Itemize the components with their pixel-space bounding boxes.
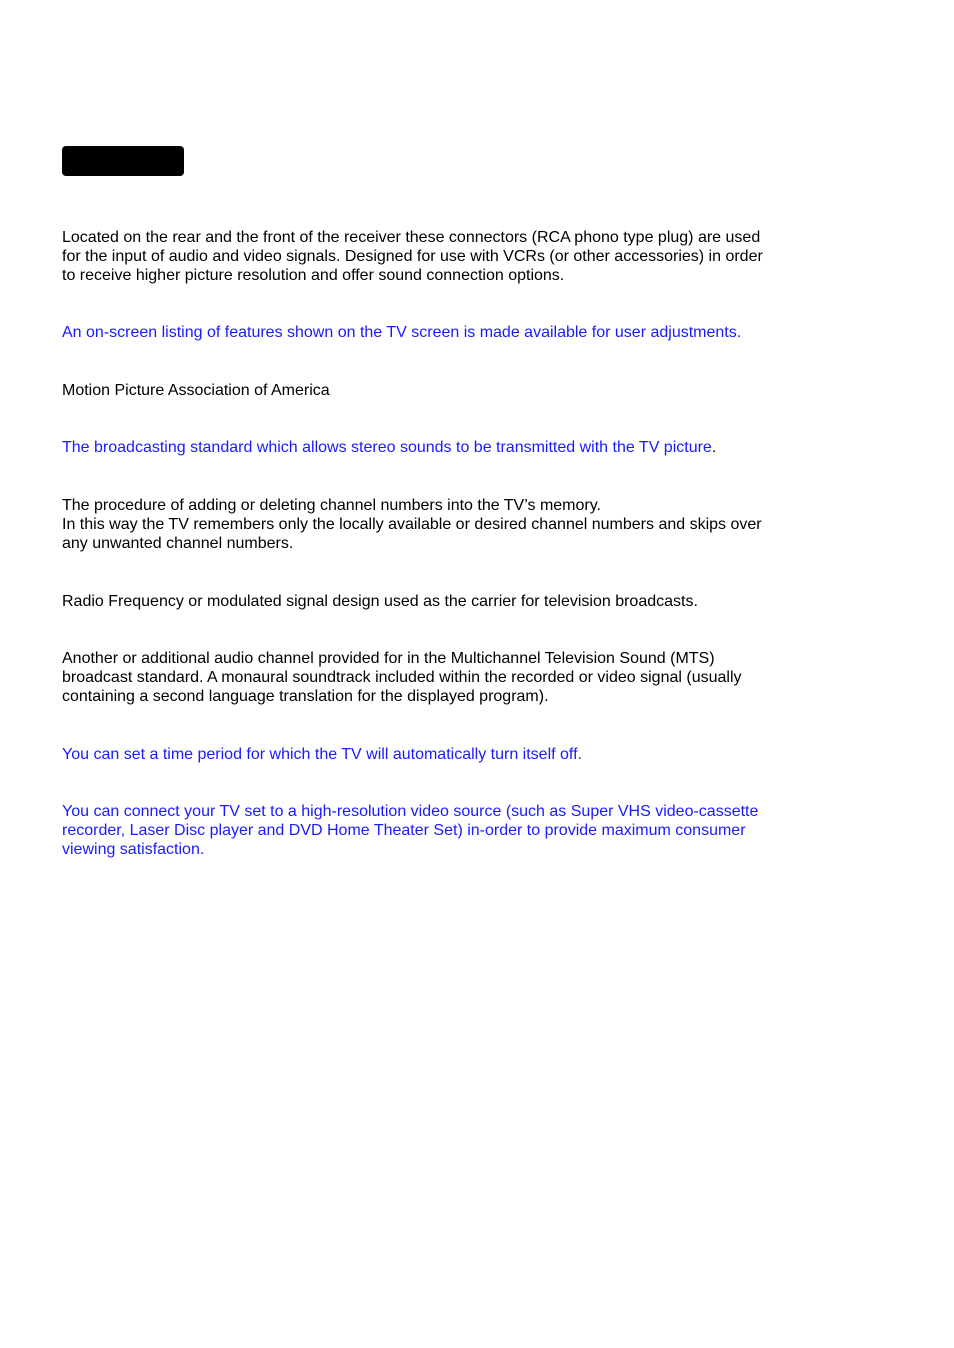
definition-line: You can connect your TV set to a high-resolution video source (such as Super VHS video-cassette	[62, 803, 759, 820]
definition-line: Motion Picture Association of America	[62, 382, 330, 399]
definition-s-video	[62, 802, 792, 859]
definition-channel-programming	[62, 496, 792, 553]
definition-line: to receive higher picture resolution and offer sound connection options.	[62, 267, 565, 284]
definition-line: In this way the TV remembers only the locally available or desired channel numbers and skips over	[62, 516, 762, 533]
definition-line: broadcast standard. A monaural soundtrack included within the recorded or video signal (usually	[62, 669, 742, 686]
definition-line: for the input of audio and video signals. Designed for use with VCRs (or other accessories) in order	[62, 248, 763, 265]
definition-line: recorder, Laser Disc player and DVD Home Theater Set) in-order to provide maximum consumer	[62, 822, 746, 839]
definition-line: An on-screen listing of features shown on the TV screen is made available for user adjustments.	[62, 324, 742, 341]
definition-rf	[62, 592, 792, 611]
definition-line: Radio Frequency or modulated signal design used as the carrier for television broadcasts.	[62, 593, 698, 610]
definition-sap	[62, 649, 792, 706]
definition-period: .	[711, 439, 717, 456]
definition-sleep-timer	[62, 745, 792, 764]
definition-line: any unwanted channel numbers.	[62, 535, 294, 552]
definition-line: Located on the rear and the front of the receiver these connectors (RCA phono type plug) are used	[62, 229, 761, 246]
definition-mpaa	[62, 381, 792, 400]
definition-line: The procedure of adding or deleting channel numbers into the TV’s memory.	[62, 497, 601, 514]
definition-mts	[62, 438, 792, 457]
definition-on-screen-menu	[62, 323, 792, 342]
definition-av-connectors	[62, 228, 792, 285]
definition-line: containing a second language translation for the displayed program).	[62, 688, 549, 705]
definition-line: The broadcasting standard which allows stereo sounds to be transmitted with the TV picture	[62, 439, 712, 456]
definition-line: viewing satisfaction.	[62, 841, 205, 858]
definition-line: Another or additional audio channel provided for in the Multichannel Television Sound (MTS)	[62, 650, 715, 667]
definition-line: You can set a time period for which the TV will automatically turn itself off.	[62, 746, 582, 763]
section-header-tab	[62, 146, 184, 176]
